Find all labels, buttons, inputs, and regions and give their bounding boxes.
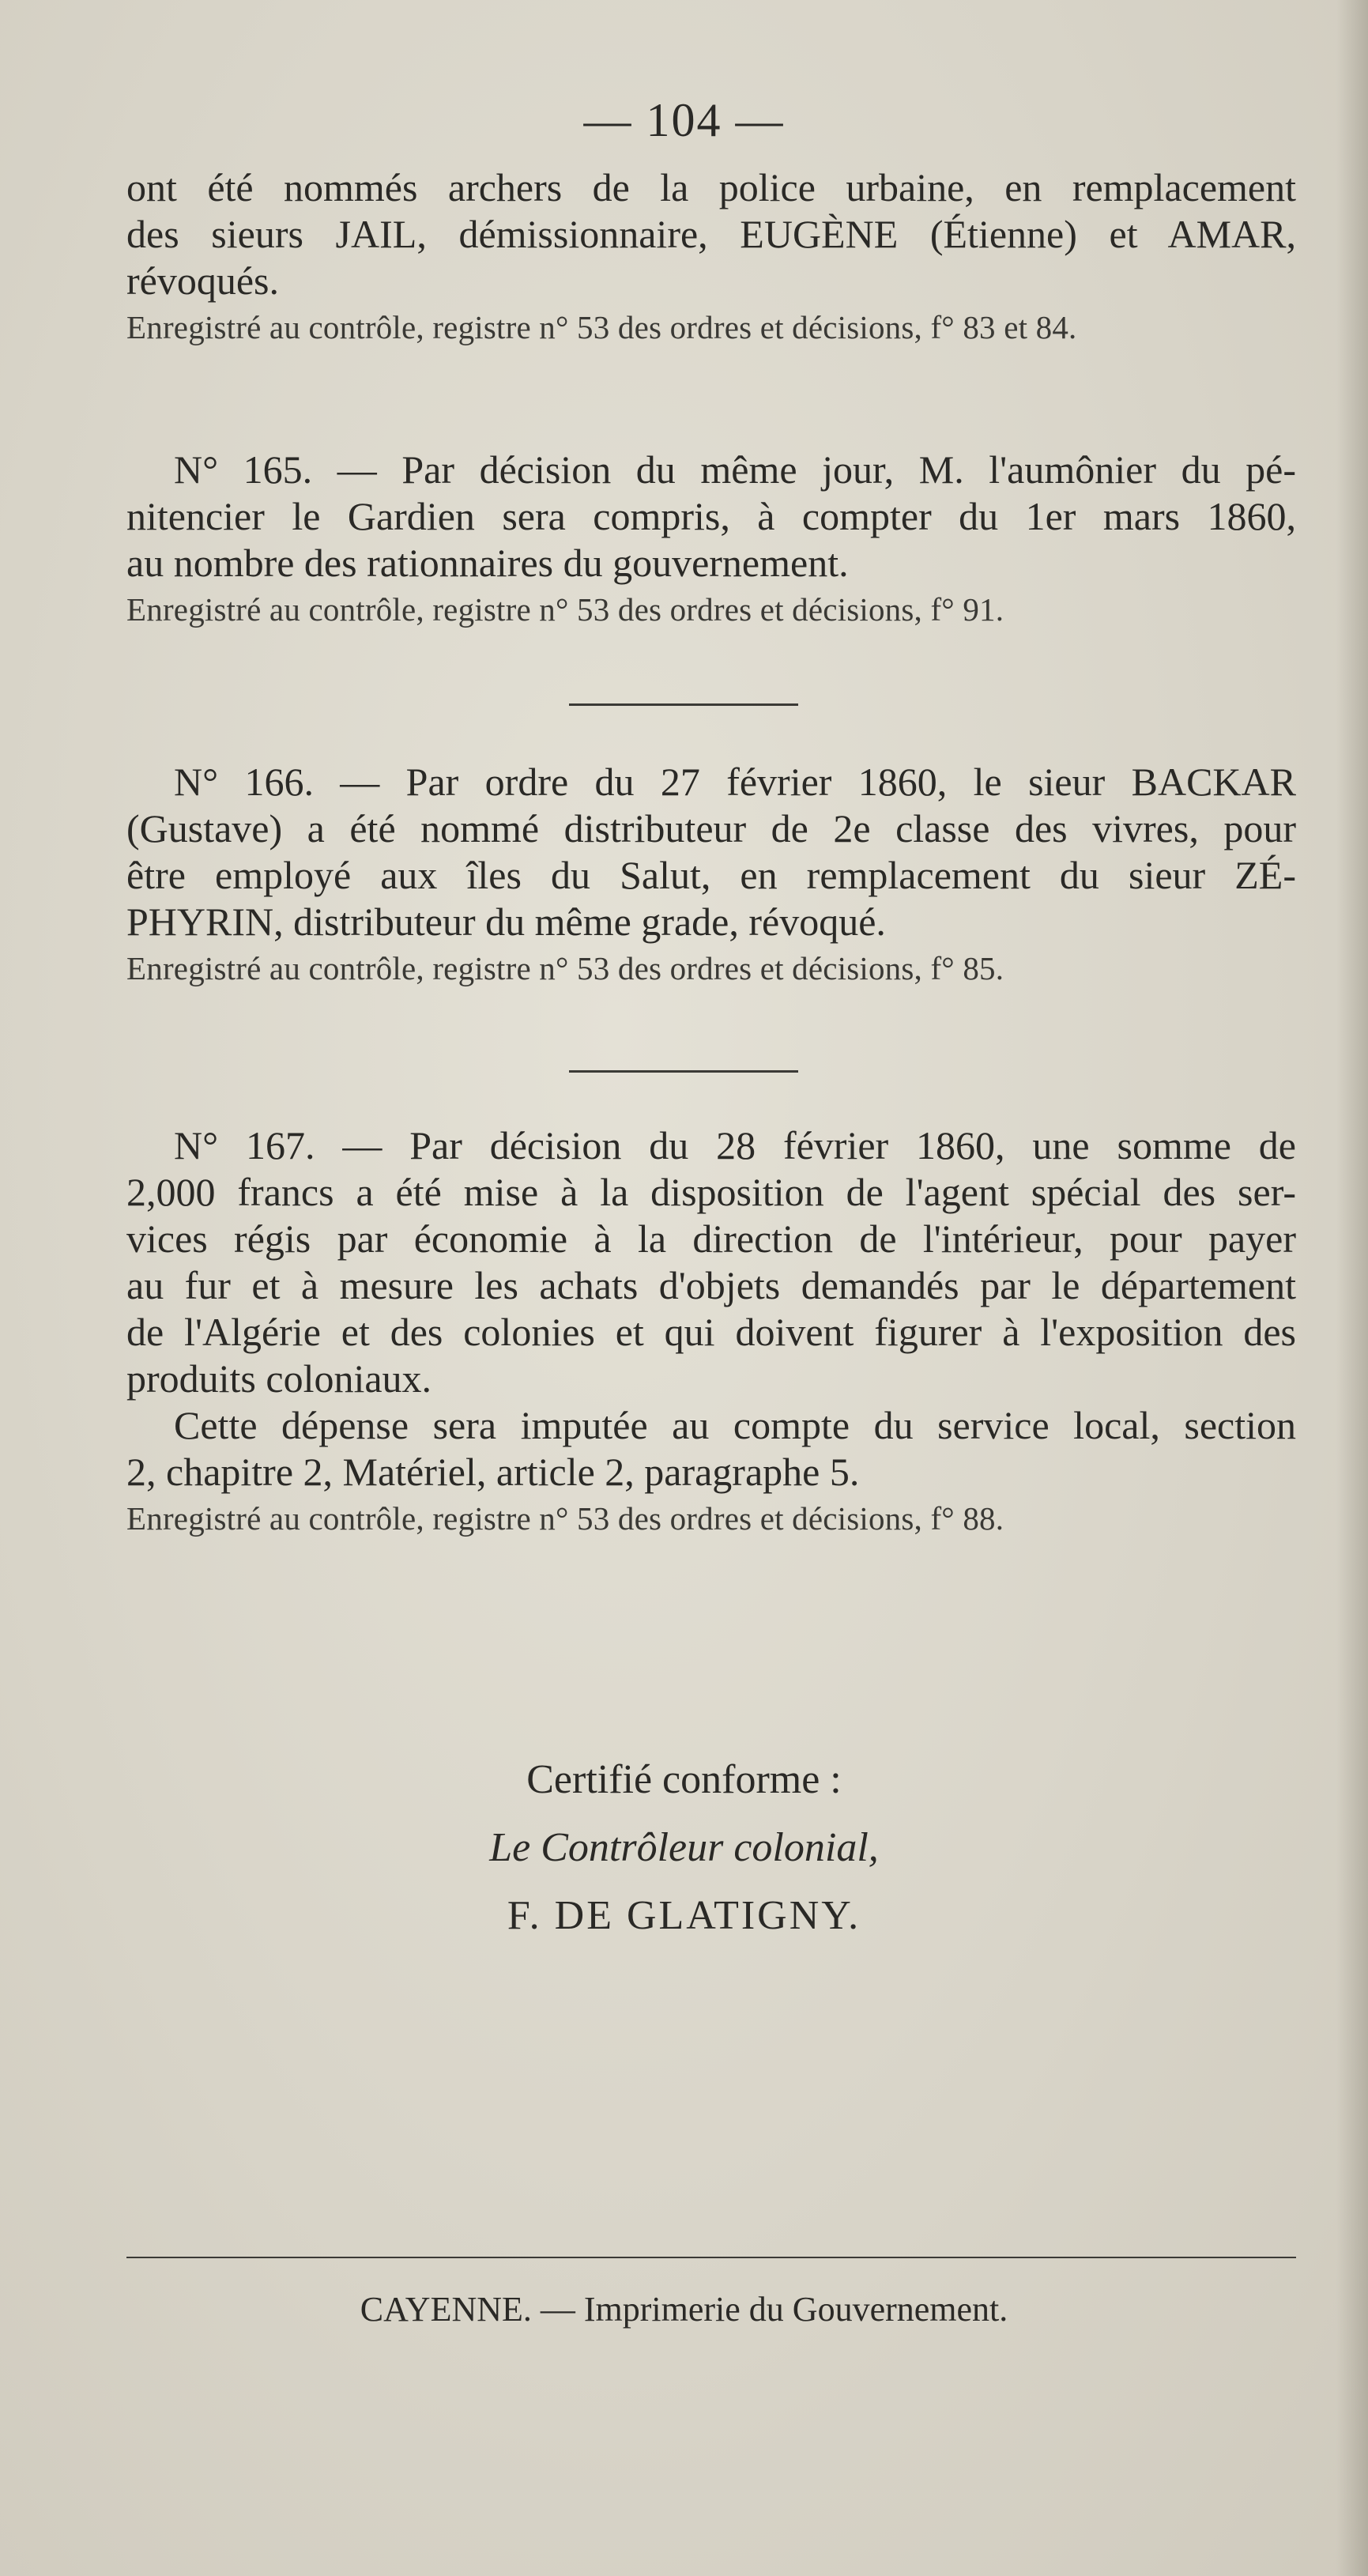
text-line: (Gustave) a été nommé distributeur de 2e classe des vivres, pour xyxy=(126,806,1296,850)
footer-rule xyxy=(126,2257,1296,2258)
text-line: de l'Algérie et des colonies et qui doivent figurer à l'exposition des xyxy=(126,1310,1296,1354)
text-line: être employé aux îles du Salut, en remplacement du sieur ZÉ- xyxy=(126,853,1296,897)
text-line: 2,000 francs a été mise à la disposition de l'agent spécial des ser- xyxy=(126,1170,1296,1214)
entry-165 xyxy=(126,447,1296,632)
page-edge-shadow xyxy=(1336,0,1368,2576)
separator-rule xyxy=(569,1070,798,1073)
text-line: Cette dépense sera imputée au compte du service local, section xyxy=(174,1403,1296,1447)
registration-note: Enregistré au contrôle, registre n° 53 des ordres et décisions, f° 83 et 84. xyxy=(126,309,1077,345)
text-line: des sieurs JAIL, démissionnaire, EUGÈNE (Étienne) et AMAR, xyxy=(126,212,1296,256)
intro-paragraph xyxy=(126,164,1296,350)
text-line: N° 165. — Par décision du même jour, M. l'aumônier du pé- xyxy=(174,447,1296,492)
separator-rule xyxy=(569,703,798,706)
text-line: PHYRIN, distributeur du même grade, révoqué. xyxy=(126,900,886,944)
page-number: — 104 — xyxy=(583,94,785,146)
text-line: révoqués. xyxy=(126,258,279,303)
text-line: N° 167. — Par décision du 28 février 1860, une somme de xyxy=(174,1123,1296,1167)
registration-note: Enregistré au contrôle, registre n° 53 des ordres et décisions, f° 85. xyxy=(126,950,1004,986)
text-line: nitencier le Gardien sera compris, à compter du 1er mars 1860, xyxy=(126,494,1296,538)
text-line: vices régis par économie à la direction de l'intérieur, pour payer xyxy=(126,1216,1296,1261)
entry-166 xyxy=(126,759,1296,991)
printer-footer: CAYENNE. — Imprimerie du Gouvernement. xyxy=(360,2290,1008,2329)
entry-167 xyxy=(126,1122,1296,1541)
registration-note: Enregistré au contrôle, registre n° 53 des ordres et décisions, f° 91. xyxy=(126,591,1004,628)
signature: F. DE GLATIGNY. xyxy=(507,1893,861,1938)
certification-line: Certifié conforme : xyxy=(526,1757,842,1802)
registration-note: Enregistré au contrôle, registre n° 53 des ordres et décisions, f° 88. xyxy=(126,1500,1004,1537)
text-line: produits coloniaux. xyxy=(126,1356,432,1401)
text-line: ont été nommés archers de la police urbaine, en remplacement xyxy=(126,165,1296,209)
text-line: au fur et à mesure les achats d'objets demandés par le département xyxy=(126,1263,1296,1307)
text-line: 2, chapitre 2, Matériel, article 2, paragraphe 5. xyxy=(126,1450,860,1494)
text-line: au nombre des rationnaires du gouvernement. xyxy=(126,541,849,585)
controller-title: Le Contrôleur colonial, xyxy=(489,1825,879,1870)
text-line: N° 166. — Par ordre du 27 février 1860, le sieur BACKAR xyxy=(174,760,1296,804)
